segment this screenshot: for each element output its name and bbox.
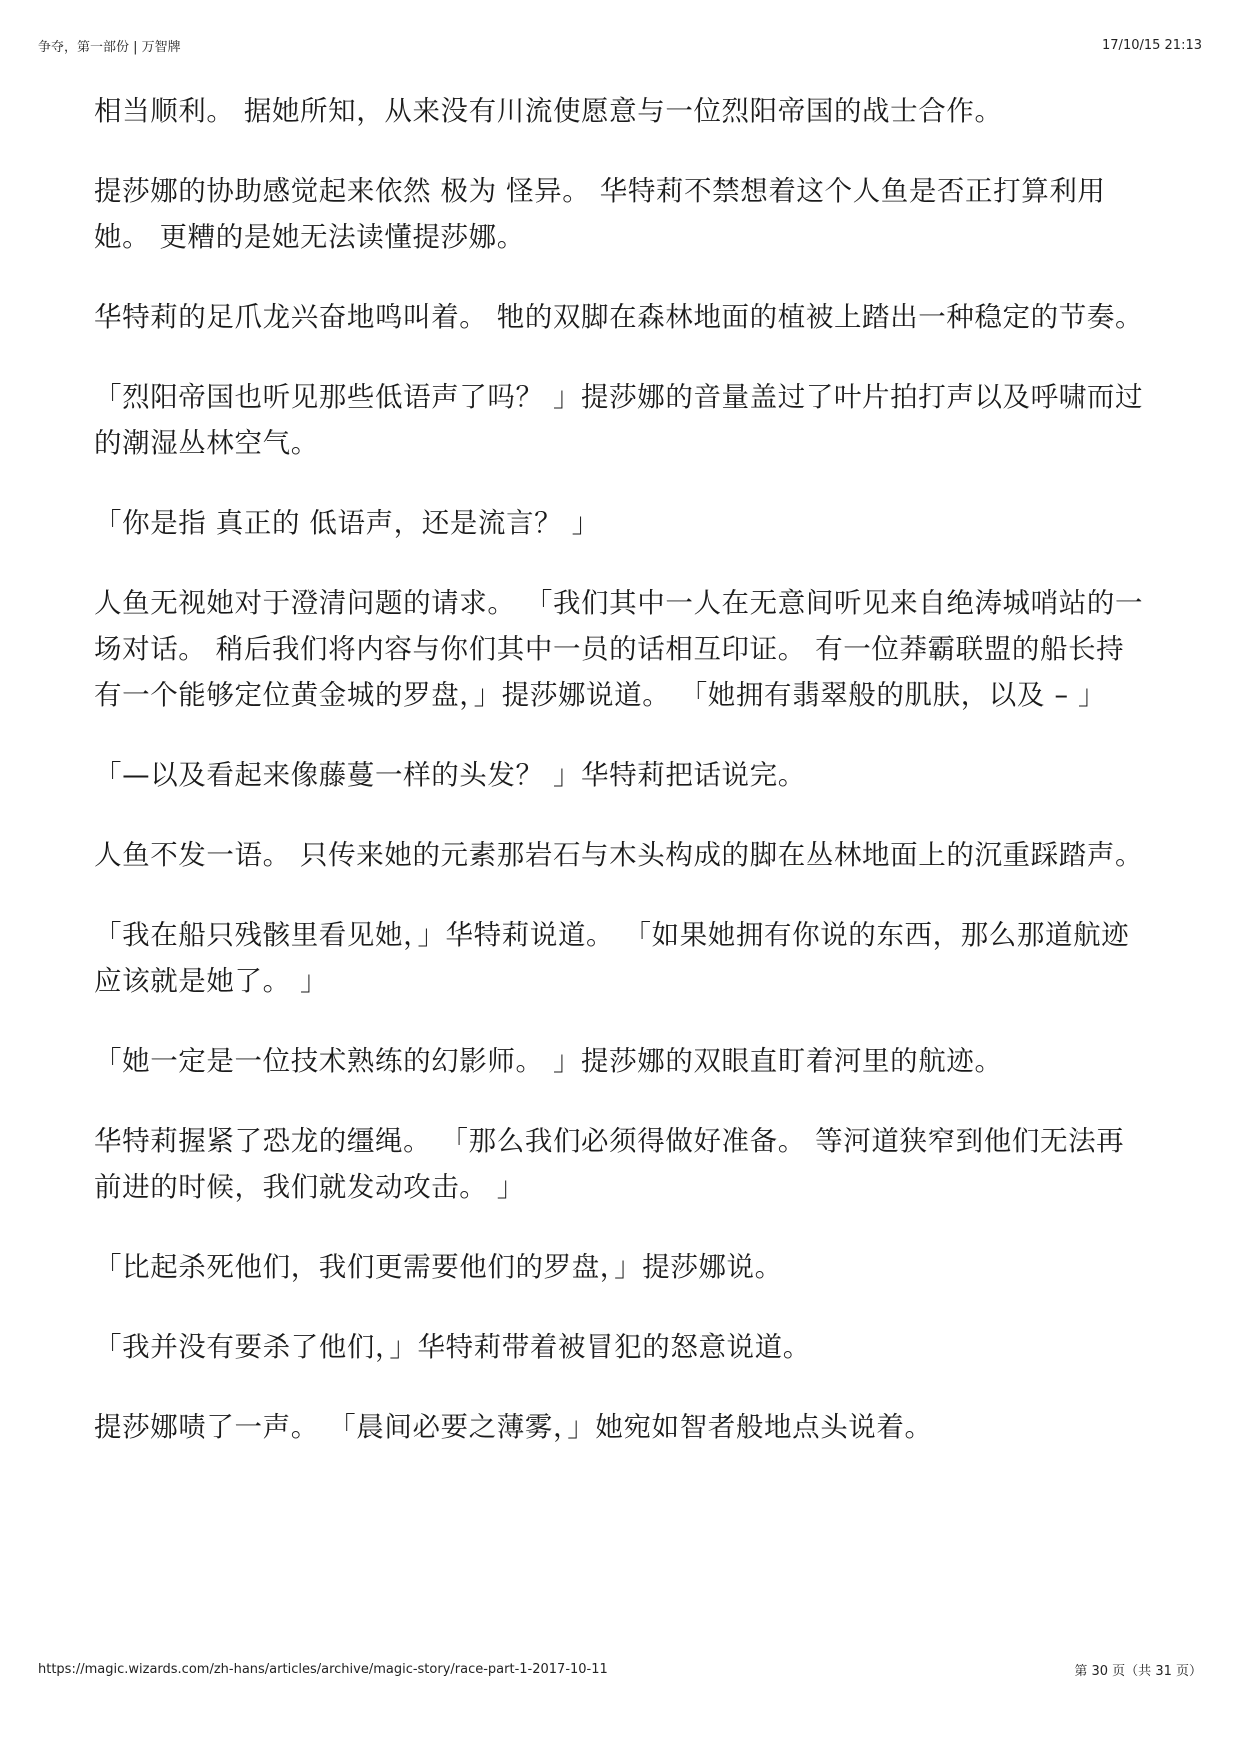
print-datetime: 17/10/15 21:13	[1102, 38, 1202, 53]
paragraph: 「她一定是一位技术熟练的幻影师。 」提莎娜的双眼直盯着河里的航迹。	[94, 1045, 1003, 1077]
paragraph: 提莎娜的协助感觉起来依然 极为 怪异。 华特莉不禁想着这个人鱼是否正打算利用她。 更糟的是她无法读懂提莎娜。	[94, 175, 1106, 253]
paragraph: 华特莉的足爪龙兴奋地鸣叫着。 牠的双脚在森林地面的植被上踏出一种稳定的节奏。	[94, 301, 1144, 333]
paragraph: 提莎娜啧了一声。 「晨间必要之薄雾，」她宛如智者般地点头说着。	[94, 1411, 933, 1443]
paragraph: 「烈阳帝国也听见那些低语声了吗？ 」提莎娜的音量盖过了叶片拍打声以及呼啸而过的潮湿丛林空气。	[94, 381, 1144, 459]
article-body	[94, 88, 1146, 1484]
paragraph: 「你是指 真正的 低语声，还是流言？ 」	[94, 507, 600, 539]
paragraph: 「我在船只残骸里看见她，」华特莉说道。 「如果她拥有你说的东西，那么那道航迹应该就是她了。 」	[94, 919, 1130, 997]
page-header	[38, 36, 1202, 55]
paragraph: 「—以及看起来像藤蔓一样的头发？ 」华特莉把话说完。	[94, 759, 806, 791]
paragraph: 「我并没有要杀了他们，」华特莉带着被冒犯的怒意说道。	[94, 1331, 811, 1363]
source-url: https://magic.wizards.com/zh-hans/articles/archive/magic-story/race-part-1-2017-10-11	[38, 1662, 608, 1677]
paragraph: 人鱼无视她对于澄清问题的请求。 「我们其中一人在无意间听见来自绝涛城哨站的一场对话。 稍后我们将内容与你们其中一员的话相互印证。 有一位莽霸联盟的船长持有一个能够定位黄金城的罗盘，」提莎娜说道。 「她拥有翡翠般的肌肤，以及 – 」	[94, 587, 1144, 711]
paragraph: 人鱼不发一语。 只传来她的元素那岩石与木头构成的脚在丛林地面上的沉重踩踏声。	[94, 839, 1144, 871]
paragraph: 相当顺利。 据她所知，从来没有川流使愿意与一位烈阳帝国的战士合作。	[94, 95, 1003, 127]
document-title: 争夺，第一部份 | 万智牌	[38, 40, 181, 55]
paragraph: 华特莉握紧了恐龙的缰绳。 「那么我们必须得做好准备。 等河道狭窄到他们无法再前进的时候，我们就发动攻击。 」	[94, 1125, 1125, 1203]
page-footer	[38, 1660, 1202, 1679]
page-number: 第 30 页（共 31 页）	[1074, 1664, 1202, 1679]
paragraph: 「比起杀死他们，我们更需要他们的罗盘，」提莎娜说。	[94, 1251, 783, 1283]
